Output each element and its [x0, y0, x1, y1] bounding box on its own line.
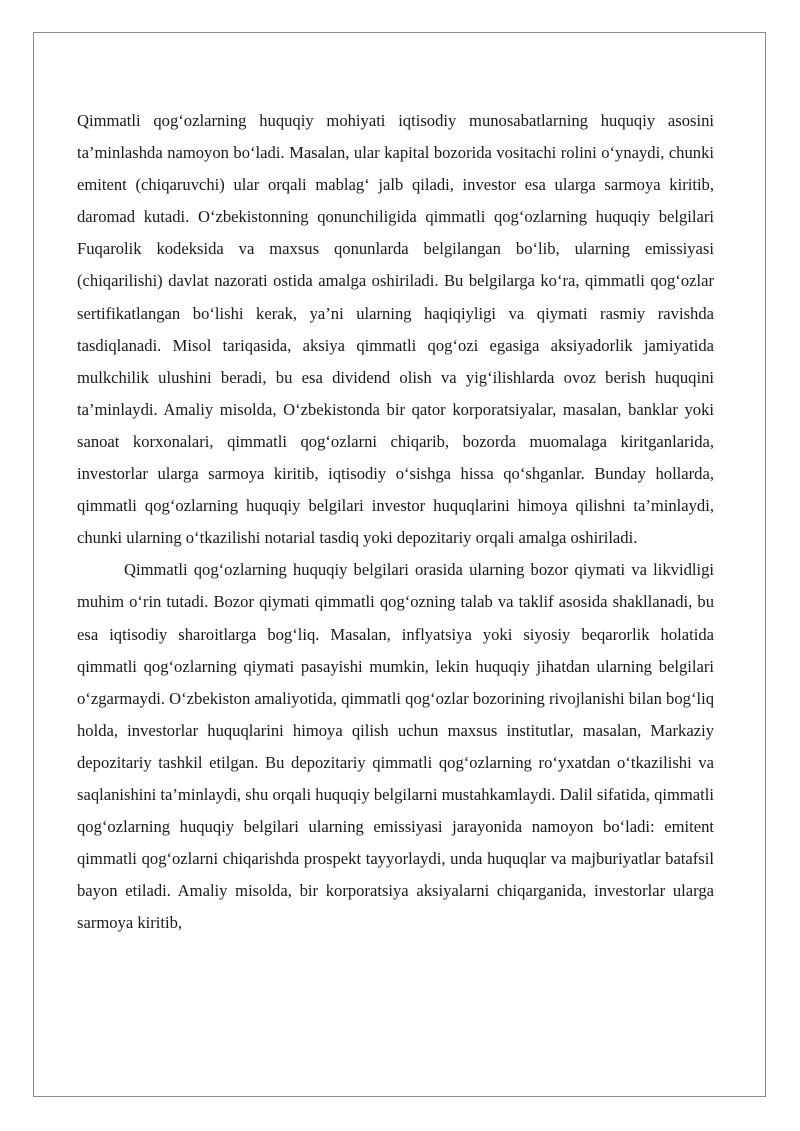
paragraph-2: Qimmatli qog‘ozlarning huquqiy belgilari orasida ularning bozor qiymati va likvidligi muhim o‘rin tutadi. Bozor qiymati qimmatli qog‘ozning talab va taklif asosida shakllanadi, bu esa iqtisodiy sharoitlarga bog‘liq. Masalan, inflyatsiya yoki siyosiy beqarorlik holatida qimmatli qog‘ozlarning qiymati pasayishi mumkin, lekin huquqiy jihatdan ularning belgilari o‘zgarmaydi. O‘zbekiston amaliyotida, qimmatli qog‘ozlar bozorining rivojlanishi bilan bog‘liq holda, investorlar huquqlarini himoya qilish uchun maxsus institutlar, masalan, Markaziy depozitariy tashkil etilgan. Bu depozitariy qimmatli qog‘ozlarning ro‘yxatdan o‘tkazilishi va saqlanishini ta’minlaydi, shu orqali huquqiy belgilarni mustahkamlaydi. Dalil sifatida, qimmatli qog‘ozlarning huquqiy belgilari ularning emissiyasi jarayonida namoyon bo‘ladi: emitent qimmatli qog‘ozlarni chiqarishda prospekt tayyorlaydi, unda huquqlar va majburiyatlar batafsil bayon etiladi. Amaliy misolda, bir korporatsiya aksiyalarni chiqarganida, investorlar ularga sarmoya kiritib, — [77, 560, 714, 933]
paragraph-1: Qimmatli qog‘ozlarning huquqiy mohiyati iqtisodiy munosabatlarning huquqiy asosini ta’minlashda namoyon bo‘ladi. Masalan, ular kapital bozorida vositachi rolini o‘ynaydi, chunki emitent (chiqaruvchi) ular orqali mablag‘ jalb qiladi, investor esa ularga sarmoya kiritib, daromad kutadi. O‘zbekistonning qonunchiligida qimmatli qog‘ozlarning huquqiy belgilari Fuqarolik kodeksida va maxsus qonunlarda belgilangan bo‘lib, ularning emissiyasi (chiqarilishi) davlat nazorati ostida amalga oshiriladi. Bu belgilarga ko‘ra, qimmatli qog‘ozlar sertifikatlangan bo‘lishi kerak, ya’ni ularning haqiqiyligi va qiymati rasmiy ravishda tasdiqlanadi. Misol tariqasida, aksiya qimmatli qog‘ozi egasiga aksiyadorlik jamiyatida mulkchilik ulushini beradi, bu esa dividend olish va yig‘ilishlarda ovoz berish huquqini ta’minlaydi. Amaliy misolda, O‘zbekistonda bir qator korporatsiyalar, masalan, banklar yoki sanoat korxonalari, qimmatli qog‘ozlarni chiqarib, bozorda muomalaga kiritganlarida, investorlar ularga sarmoya kiritib, iqtisodiy o‘sishga hissa qo‘shganlar. Bunday hollarda, qimmatli qog‘ozlarning huquqiy belgilari investor huquqlarini himoya qilishni ta’minlaydi, chunki ularning o‘tkazilishi notarial tasdiq yoki depozitariy orqali amalga oshiriladi. — [77, 111, 714, 548]
document-body — [77, 105, 714, 939]
